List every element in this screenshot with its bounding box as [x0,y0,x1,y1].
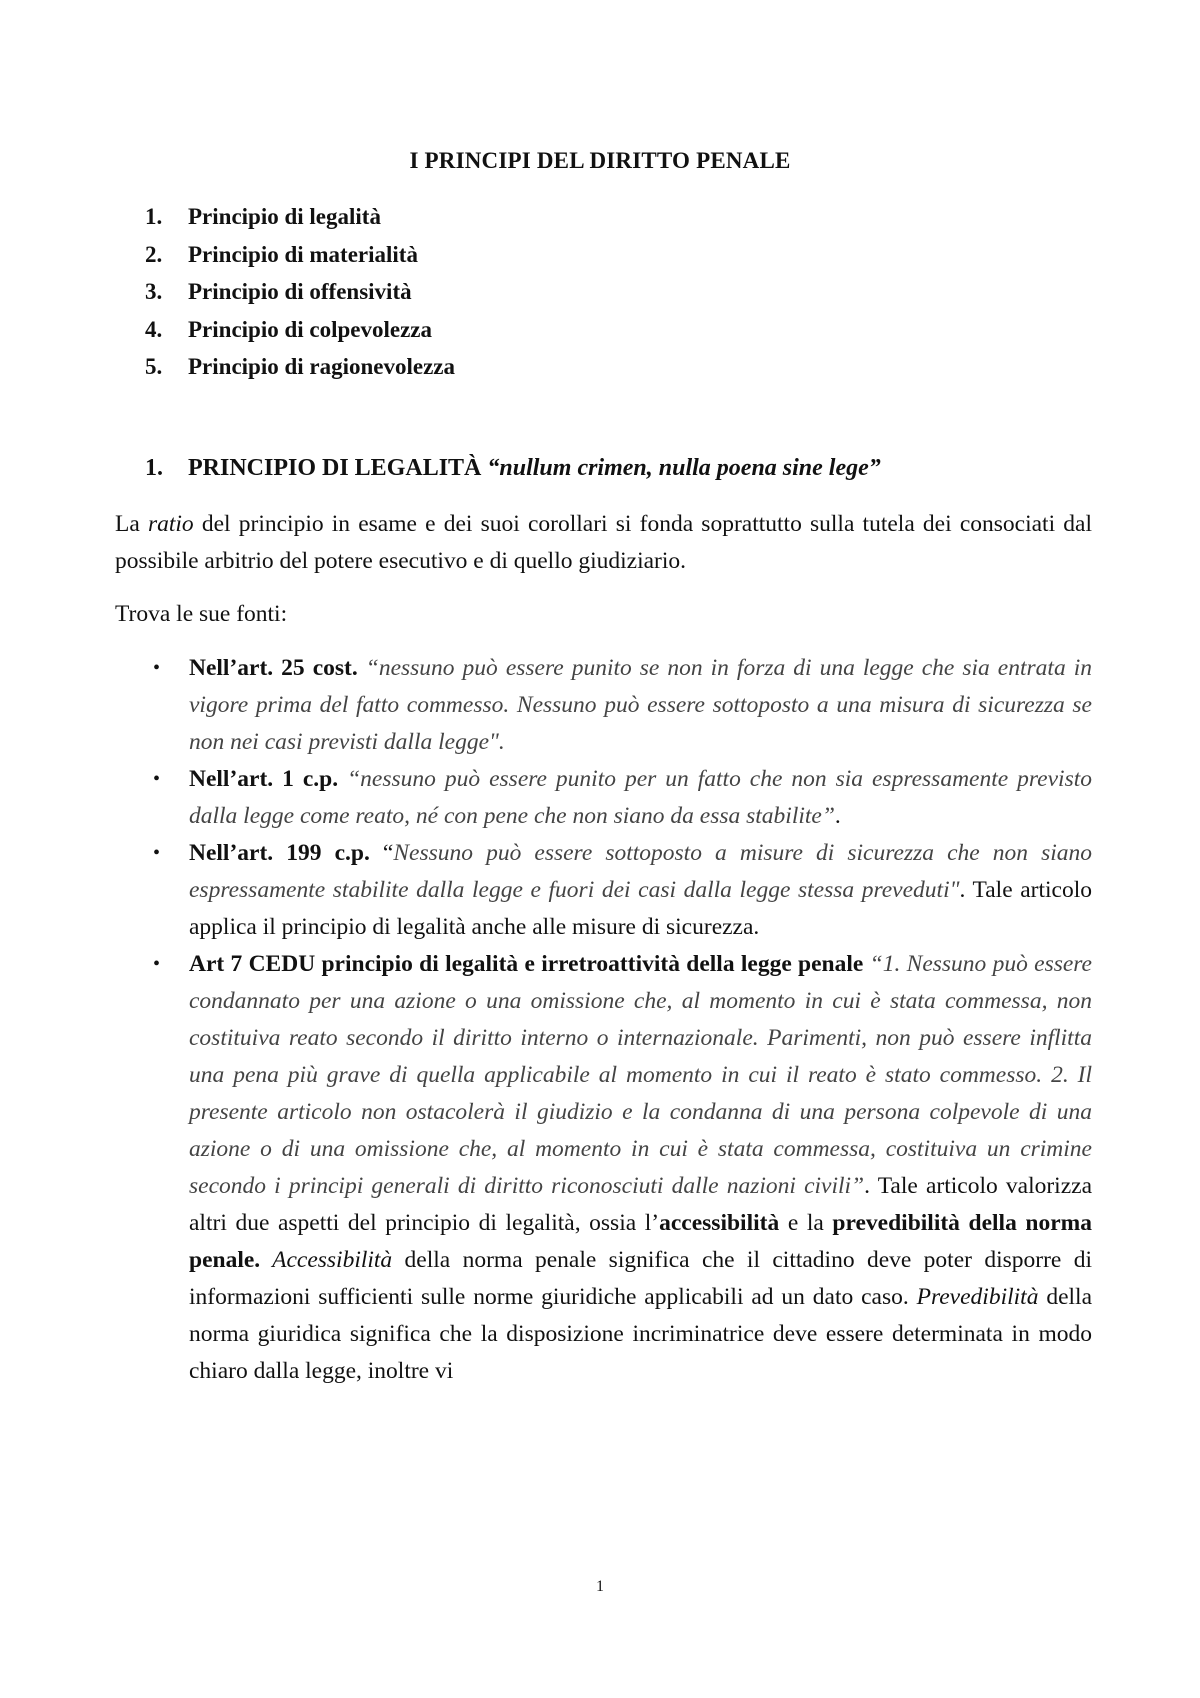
term-accessibility-italic: Accessibilità [260,1247,393,1273]
source-quote: “1. Nessuno può essere condannato per una azione o una omissione che, al momento in cui è stata commessa, non costituiva reato secondo il diritto interno o internazionale. Parimenti, non può essere inflitta una pena più grave di quella applicabile al momento in cui il reato è stato commesso. 2. Il presente articolo non ostacolerà il giudizio e la condanna di una persona colpevole di una azione o di una omissione che, al momento in cui è stata commessa, costituiva un crimine secondo i principi generali di diritto riconosciuti dalle nazioni civili” [189,951,1092,1199]
source-quote: “nessuno può essere punito se non in forza di una legge che sia entrata in vigore prima del fatto commesso. Nessuno può essere sottoposto a una misura di sicurezza se non nei casi previsti dalla legge". [189,655,1092,755]
list-label: Principio di ragionevolezza [188,354,456,379]
list-item [145,348,455,386]
list-label: Principio di legalità [188,204,381,229]
section-heading [145,455,881,482]
source-ref: Nell’art. 25 cost. [189,655,358,681]
list-item [145,198,455,236]
text-run: e la [779,1210,833,1236]
text-run: della norma giuridica significa che la disposizione incriminatrice deve essere determinata in modo chiaro dalla legge, inoltre vi [189,1284,1092,1384]
list-item [145,236,455,274]
document-title: I PRINCIPI DEL DIRITTO PENALE [409,148,791,173]
bullet-icon: • [153,842,161,864]
list-number: 4. [145,316,163,342]
ratio-term: ratio [147,511,194,537]
list-item [115,650,1092,761]
text-run: La [115,511,148,537]
list-label: Principio di offensività [188,279,412,304]
intro-paragraph [115,506,1092,580]
section-number: 1. [145,455,163,481]
source-ref: Nell’art. 1 c.p. [189,766,339,792]
text-run: del principio in esame e dei suoi corollari si fonda soprattutto sulla tutela dei consociati dal possibile arbitrio del potere esecutivo e di quello giudiziario. [115,511,1092,574]
list-item [115,946,1092,1390]
text-run: della norma penale significa che il cittadino deve poter disporre di informazioni sufficienti sulle norme giuridiche applicabili ad un dato caso. [189,1247,1092,1310]
page-number: 1 [596,1578,604,1595]
term-predictability-italic: Prevedibilità [916,1284,1039,1310]
source-ref: Nell’art. 199 c.p. [189,840,370,866]
list-item [115,761,1092,835]
list-number: 5. [145,354,163,379]
text-run: . [834,803,841,829]
term-accessibility: accessibilità [659,1210,780,1236]
text-run: “ [369,840,394,866]
list-number: 3. [145,279,163,304]
list-item [145,311,455,349]
text-run: . Tale articolo applica il principio di legalità anche alle misure di sicurezza. [189,877,1092,940]
source-quote: “nessuno può essere punito per un fatto che non sia espressamente previsto dalla legge come reato, né con pene che non siano da essa stabilite” [189,766,1093,829]
bullet-icon: • [153,657,161,679]
section-motto: “nullum crimen, nulla poena sine lege” [487,455,881,481]
source-quote: Nessuno può essere sottoposto a misure di sicurezza che non siano espressamente stabilite dalla legge e fuori dei casi dalla legge stessa preveduti" [189,840,1093,903]
bullet-icon: • [153,768,161,790]
text-run: . Tale articolo valorizza altri due aspetti del principio di legalità, ossia l’ [189,1173,1092,1236]
principles-list [145,198,455,386]
list-label: Principio di materialità [188,241,418,267]
list-item [115,835,1092,946]
list-number: 1. [145,204,163,229]
sources-list [115,650,1092,1390]
sources-intro: Trova le sue fonti: [115,601,288,627]
bullet-icon: • [153,953,161,975]
source-ref: Art 7 CEDU principio di legalità e irretroattività della legge penale [189,951,864,977]
list-item [145,273,455,311]
list-number: 2. [145,241,163,267]
section-title: PRINCIPIO DI LEGALITÀ [188,455,488,481]
list-label: Principio di colpevolezza [188,316,433,342]
term-predictability: prevedibilità della norma penale. [189,1210,1093,1273]
